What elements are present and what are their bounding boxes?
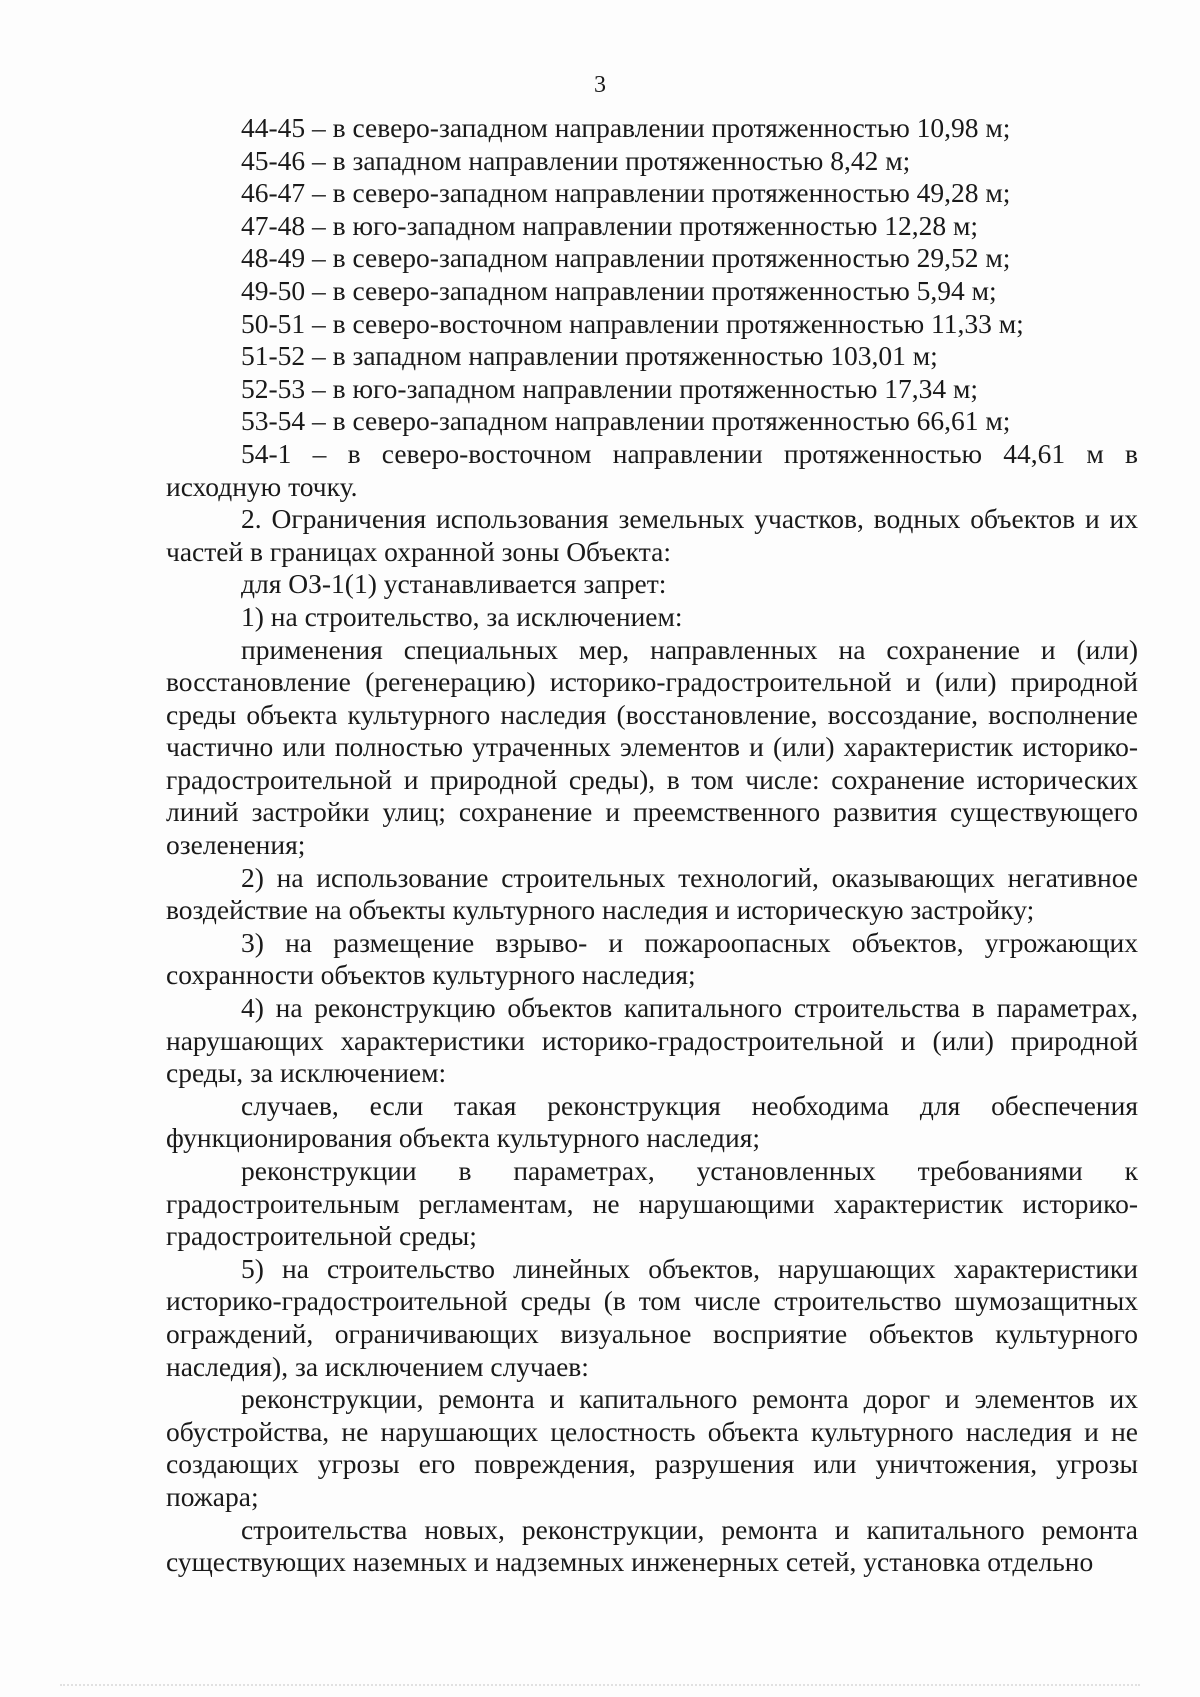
boundary-segment-52-53: 52-53 – в юго-западном направлении протяженностью 17,34 м;: [241, 372, 979, 404]
boundary-segment-49-50: 49-50 – в северо-западном направлении протяженностью 5,94 м;: [241, 274, 997, 306]
boundary-segment-50-51: 50-51 – в северо-восточном направлении протяженностью 11,33 м;: [241, 307, 1024, 339]
prohibition-item-5: 5) на строительство линейных объектов, нарушающих характеристики историко-градостроительной среды (в том числе строительство шумозащитных ограждений, ограничивающих визуальное восприятие объектов культурного наследия), за исключением случаев:: [166, 1252, 1138, 1382]
prohibition-item-4-exception-b: реконструкции в параметрах, установленных требованиями к градостроительным регламентам, не нарушающими характеристик историко-градостроительной среды;: [166, 1155, 1138, 1252]
page-number: 3: [594, 72, 606, 98]
boundary-segment-46-47: 46-47 – в северо-западном направлении протяженностью 49,28 м;: [241, 177, 1011, 209]
boundary-segment-48-49: 48-49 – в северо-западном направлении протяженностью 29,52 м;: [241, 242, 1011, 274]
zone-prohibition-intro: для ОЗ-1(1) устанавливается запрет:: [241, 568, 667, 600]
prohibition-item-5-exception-a: реконструкции, ремонта и капитального ремонта дорог и элементов их обустройства, не нарушающих целостность объекта культурного наследия и не создающих угрозы его повреждения, разрушения или уничтожения, угрозы пожара;: [166, 1383, 1138, 1512]
prohibition-item-2: 2) на использование строительных технологий, оказывающих негативное воздействие на объекты культурного наследия и историческую застройку;: [166, 861, 1138, 926]
scan-artifact-divider: [60, 1684, 1140, 1688]
prohibition-item-4: 4) на реконструкцию объектов капитального строительства в параметрах, нарушающих характеристики историко-градостроительной и (или) природной среды, за исключением:: [166, 992, 1138, 1089]
prohibition-item-4-exception-a: случаев, если такая реконструкция необходима для обеспечения функционирования объекта культурного наследия;: [166, 1089, 1138, 1154]
document-body: [166, 112, 1138, 1579]
boundary-segment-51-52: 51-52 – в западном направлении протяженностью 103,01 м;: [241, 340, 938, 372]
prohibition-item-5-exception-b: строительства новых, реконструкции, ремонта и капитального ремонта существующих наземных и надземных инженерных сетей, установка отдельно: [166, 1513, 1138, 1578]
section-2-heading: 2. Ограничения использования земельных участков, водных объектов и их частей в границах охранной зоны Объекта:: [166, 503, 1138, 567]
boundary-segment-45-46: 45-46 – в западном направлении протяженностью 8,42 м;: [241, 144, 911, 176]
boundary-segment-47-48: 47-48 – в юго-западном направлении протяженностью 12,28 м;: [241, 209, 979, 241]
boundary-segment-53-54: 53-54 – в северо-западном направлении протяженностью 66,61 м;: [241, 405, 1011, 437]
boundary-segment-54-1: 54-1 – в северо-восточном направлении протяженностью 44,61 м в исходную точку.: [166, 437, 1138, 502]
boundary-segment-44-45: 44-45 – в северо-западном направлении протяженностью 10,98 м;: [241, 112, 1011, 143]
prohibition-item-1-exception: применения специальных мер, направленных на сохранение и (или) восстановление (регенерацию) историко-градостроительной и (или) природной среды объекта культурного наследия (восстановление, воссоздание, восполнение частично или полностью утраченных элементов и (или) характеристик историко- градостроительной и природной среды), в том числе: сохранение исторических линий застройки улиц; сохранение и преемственного развития существующего озеленения;: [166, 633, 1138, 861]
prohibition-item-1: 1) на строительство, за исключением:: [241, 600, 683, 632]
prohibition-item-3: 3) на размещение взрыво- и пожароопасных объектов, угрожающих сохранности объектов культурного наследия;: [166, 926, 1138, 991]
